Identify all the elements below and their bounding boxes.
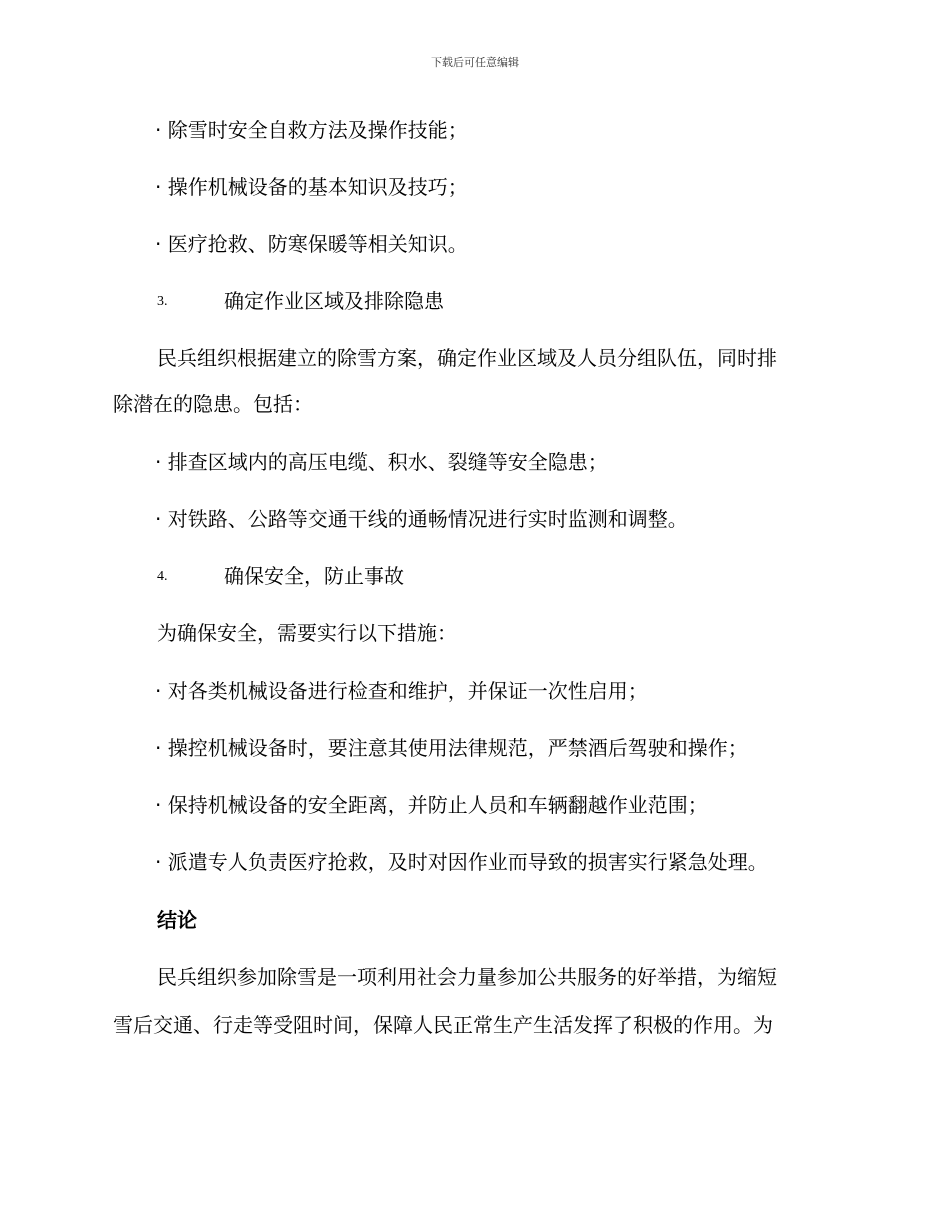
- section-heading: 确保安全，防止事故: [224, 564, 404, 588]
- paragraph-line: 民兵组织根据建立的除雪方案，确定作业区域及人员分组队伍，同时排: [157, 346, 777, 370]
- page-header: 下载后可任意编辑: [431, 56, 519, 69]
- section-heading: 确定作业区域及排除隐患: [224, 289, 444, 313]
- bullet-item: · 对各类机械设备进行检查和维护，并保证一次性启用；: [155, 679, 648, 703]
- conclusion-heading: 结论: [157, 908, 197, 932]
- paragraph-line: 雪后交通、行走等受阻时间，保障人民正常生产生活发挥了积极的作用。为: [113, 1013, 773, 1037]
- section-number: 4.: [157, 569, 168, 584]
- bullet-item: · 对铁路、公路等交通干线的通畅情况进行实时监测和调整。: [155, 507, 688, 531]
- paragraph-line: 为确保安全，需要实行以下措施：: [157, 621, 457, 645]
- section-number: 3.: [157, 294, 168, 309]
- bullet-item: · 医疗抢救、防寒保暖等相关知识。: [155, 232, 468, 256]
- paragraph-line: 除潜在的隐患。包括：: [113, 392, 313, 416]
- bullet-item: · 除雪时安全自救方法及操作技能；: [155, 118, 468, 142]
- bullet-item: · 保持机械设备的安全距离，并防止人员和车辆翻越作业范围；: [155, 793, 708, 817]
- bullet-item: · 操控机械设备时，要注意其使用法律规范，严禁酒后驾驶和操作；: [155, 736, 748, 760]
- bullet-item: · 操作机械设备的基本知识及技巧；: [155, 175, 468, 199]
- paragraph-line: 民兵组织参加除雪是一项利用社会力量参加公共服务的好举措，为缩短: [157, 965, 777, 989]
- bullet-item: · 排查区域内的高压电缆、积水、裂缝等安全隐患；: [155, 450, 608, 474]
- bullet-item: · 派遣专人负责医疗抢救，及时对因作业而导致的损害实行紧急处理。: [155, 850, 768, 874]
